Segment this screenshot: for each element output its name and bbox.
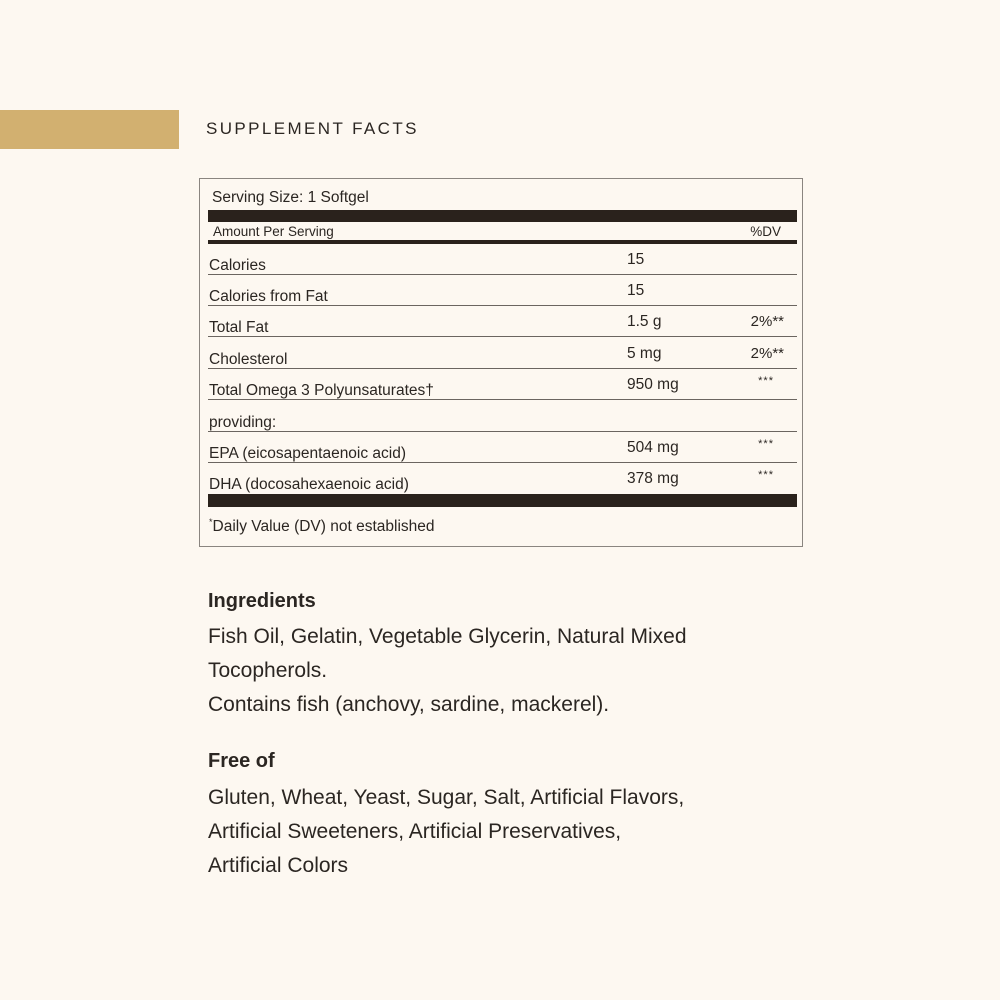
divider-thick-bottom: [208, 494, 797, 507]
divider-thick-top: [208, 210, 797, 222]
nutrient-dv: 2%**: [750, 313, 784, 330]
ingredients-heading: Ingredients: [208, 590, 316, 612]
serving-size: Serving Size: 1 Softgel: [212, 189, 369, 206]
ingredients-text: [208, 620, 687, 722]
nutrient-name: EPA (eicosapentaenoic acid): [209, 445, 407, 462]
nutrient-name: Calories: [209, 257, 266, 274]
accent-bar: [0, 110, 179, 149]
facts-row: [208, 338, 797, 369]
ingredients-line: Fish Oil, Gelatin, Vegetable Glycerin, Natural Mixed: [208, 625, 687, 648]
nutrient-amount: 15: [627, 282, 645, 299]
facts-row: [208, 275, 797, 306]
dv-header: %DV: [750, 224, 781, 239]
nutrient-amount: 950 mg: [627, 376, 679, 393]
nutrient-amount: 378 mg: [627, 470, 679, 487]
supplement-facts-panel: [199, 178, 803, 547]
free-of-heading: Free of: [208, 750, 275, 772]
facts-row: [208, 306, 797, 337]
free-of-text: [208, 781, 684, 883]
footnote-text: Daily Value (DV) not established: [212, 518, 435, 535]
nutrient-name: DHA (docosahexaenoic acid): [209, 476, 409, 493]
facts-row: [208, 244, 797, 275]
nutrient-name: Total Fat: [209, 319, 269, 336]
footnote-mark: *: [209, 517, 213, 527]
nutrient-dv: ***: [758, 375, 774, 387]
free-of-line: Artificial Colors: [208, 854, 349, 877]
footnote: [209, 517, 435, 536]
nutrient-name: Calories from Fat: [209, 288, 328, 305]
nutrient-amount: 15: [627, 251, 645, 268]
nutrient-name: Total Omega 3 Polyunsaturates†: [209, 382, 434, 399]
ingredients-line: Tocopherols.: [208, 659, 328, 682]
amount-per-serving-label: Amount Per Serving: [213, 224, 334, 239]
nutrient-amount: 504 mg: [627, 439, 679, 456]
nutrient-amount: 1.5 g: [627, 313, 662, 330]
section-title: SUPPLEMENT FACTS: [206, 119, 419, 138]
amount-per-serving-header: [208, 222, 797, 244]
nutrient-name: Cholesterol: [209, 351, 288, 368]
ingredients-line: Contains fish (anchovy, sardine, mackerel).: [208, 693, 610, 716]
nutrient-name: providing:: [209, 414, 277, 431]
nutrient-dv: ***: [758, 469, 774, 481]
facts-row: [208, 401, 797, 432]
free-of-line: Gluten, Wheat, Yeast, Sugar, Salt, Artificial Flavors,: [208, 786, 685, 809]
nutrient-amount: 5 mg: [627, 345, 662, 362]
facts-row: [208, 432, 797, 463]
nutrient-dv: 2%**: [750, 345, 784, 362]
nutrient-dv: ***: [758, 438, 774, 450]
facts-row: [208, 369, 797, 400]
free-of-line: Artificial Sweeteners, Artificial Preservatives,: [208, 820, 622, 843]
facts-row: [208, 463, 797, 494]
